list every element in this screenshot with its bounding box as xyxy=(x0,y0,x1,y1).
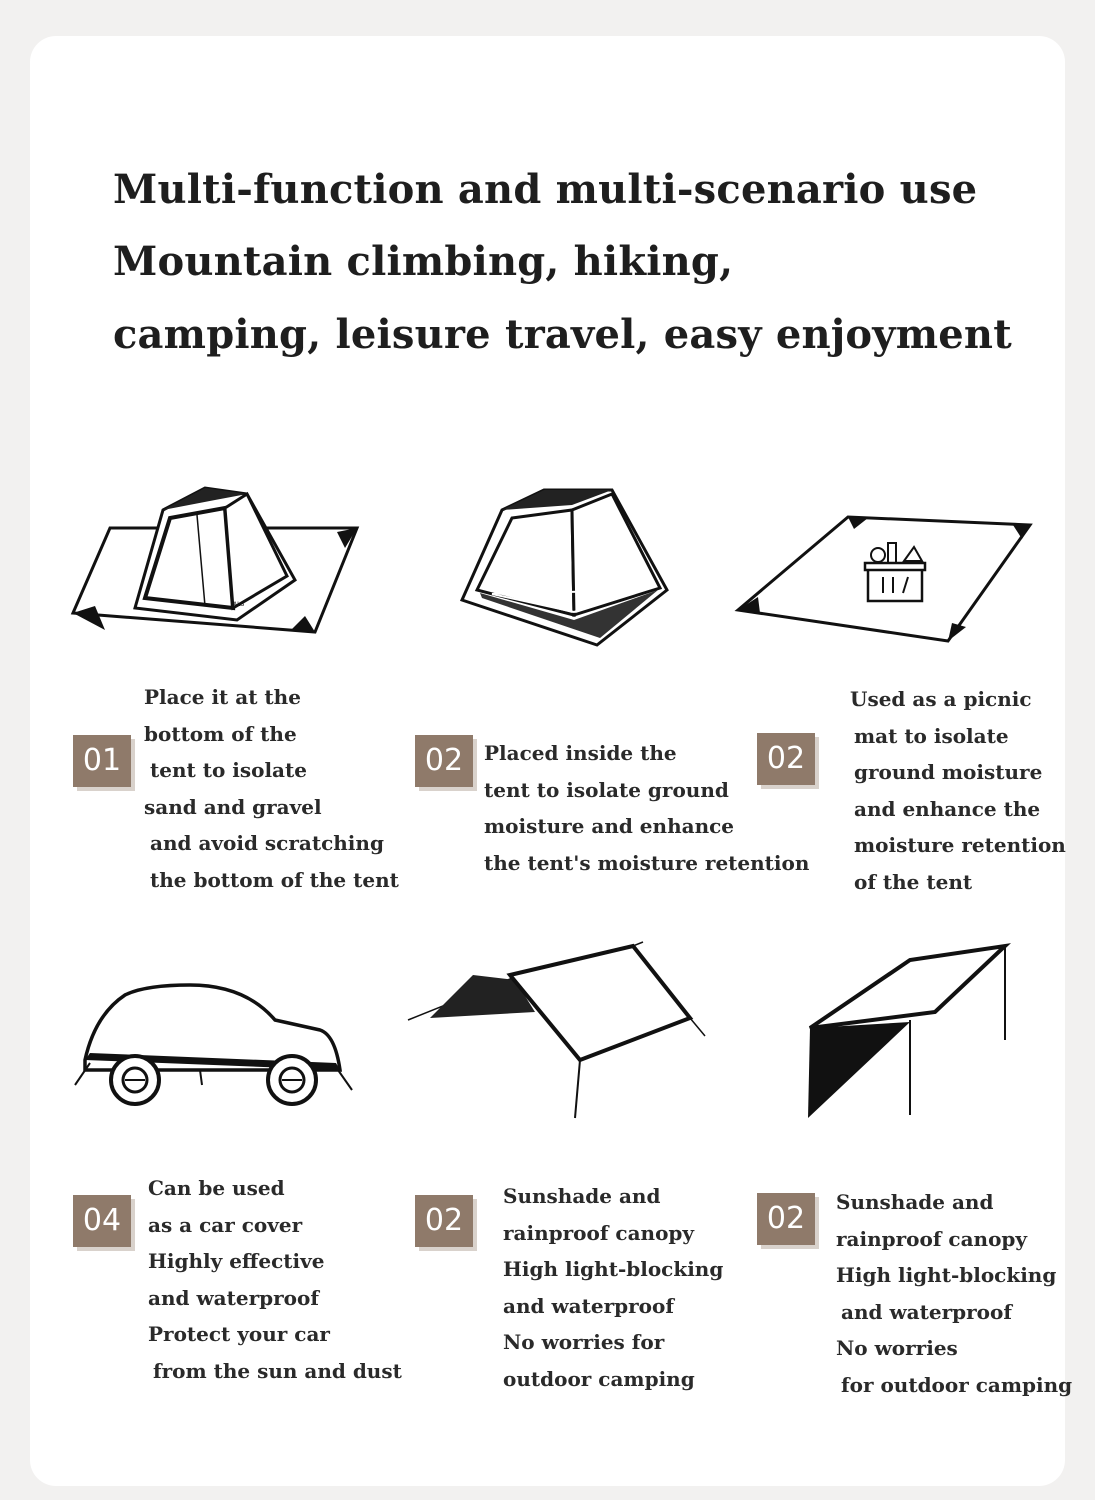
car-cover-icon xyxy=(70,975,360,1110)
tent-with-inner-mat-icon xyxy=(402,480,702,650)
feature-text-canopy-sail xyxy=(503,1178,723,1397)
feature-line: bottom of the xyxy=(144,721,297,746)
feature-badge-04: 04 xyxy=(73,1195,131,1247)
headline-line-3: camping, leisure travel, easy enjoyment xyxy=(113,311,1012,358)
feature-line: and waterproof xyxy=(503,1293,674,1318)
feature-line: Placed inside the xyxy=(484,741,677,765)
feature-line: and avoid scratching xyxy=(150,831,384,855)
feature-line: outdoor camping xyxy=(503,1366,695,1391)
feature-badge-01: 01 xyxy=(73,735,131,787)
svg-text:ALS: ALS xyxy=(233,601,245,608)
awning-sunshade-icon xyxy=(800,940,1020,1120)
feature-line: Sunshade and xyxy=(836,1190,994,1214)
feature-line: moisture and enhance xyxy=(484,814,735,838)
feature-line: for outdoor camping xyxy=(841,1372,1073,1397)
feature-badge-05: 02 xyxy=(415,1195,473,1247)
picnic-mat-with-basket-icon xyxy=(728,505,1038,655)
feature-line: rainproof canopy xyxy=(503,1220,695,1245)
feature-line: and waterproof xyxy=(148,1285,319,1310)
canopy-sunshade-icon xyxy=(405,940,710,1120)
feature-badge-03: 02 xyxy=(757,733,815,785)
feature-badge-06: 02 xyxy=(757,1193,815,1245)
feature-line: the tent's moisture retention xyxy=(484,850,810,875)
feature-line: mat to isolate xyxy=(854,723,1009,748)
feature-line: sand and gravel xyxy=(144,794,322,819)
feature-text-tent-bottom xyxy=(144,679,399,898)
feature-line: moisture retention xyxy=(854,833,1066,857)
feature-line: Can be used xyxy=(148,1176,285,1200)
feature-line: as a car cover xyxy=(148,1212,303,1237)
feature-line: High light-blocking xyxy=(836,1263,1057,1287)
headline-line-1: Multi-function and multi-scenario use xyxy=(113,166,978,213)
feature-line: of the tent xyxy=(854,869,973,894)
feature-line: No worries for xyxy=(503,1330,665,1354)
feature-line: Place it at the xyxy=(144,685,301,709)
feature-line: the bottom of the tent xyxy=(150,867,399,892)
feature-line: Protect your car xyxy=(148,1322,330,1346)
feature-line: from the sun and dust xyxy=(153,1358,402,1383)
feature-line: and waterproof xyxy=(841,1299,1012,1324)
feature-line: Highly effective xyxy=(148,1249,325,1273)
feature-text-picnic-mat xyxy=(850,681,1066,900)
feature-text-awning xyxy=(836,1184,1072,1403)
feature-line: tent to isolate xyxy=(150,758,307,782)
feature-line: Used as a picnic xyxy=(850,687,1032,711)
headline-line-2: Mountain climbing, hiking, xyxy=(113,238,734,285)
feature-line: and enhance the xyxy=(854,796,1041,821)
feature-badge-02: 02 xyxy=(415,735,473,787)
feature-line: tent to isolate ground xyxy=(484,777,729,802)
feature-line: rainproof canopy xyxy=(836,1226,1028,1251)
feature-line: Sunshade and xyxy=(503,1184,661,1208)
feature-text-car-cover xyxy=(148,1170,402,1389)
tent-on-groundsheet-icon xyxy=(65,480,365,650)
feature-line: High light-blocking xyxy=(503,1257,724,1281)
feature-line: ground moisture xyxy=(854,760,1043,784)
feature-line: No worries xyxy=(836,1336,958,1360)
